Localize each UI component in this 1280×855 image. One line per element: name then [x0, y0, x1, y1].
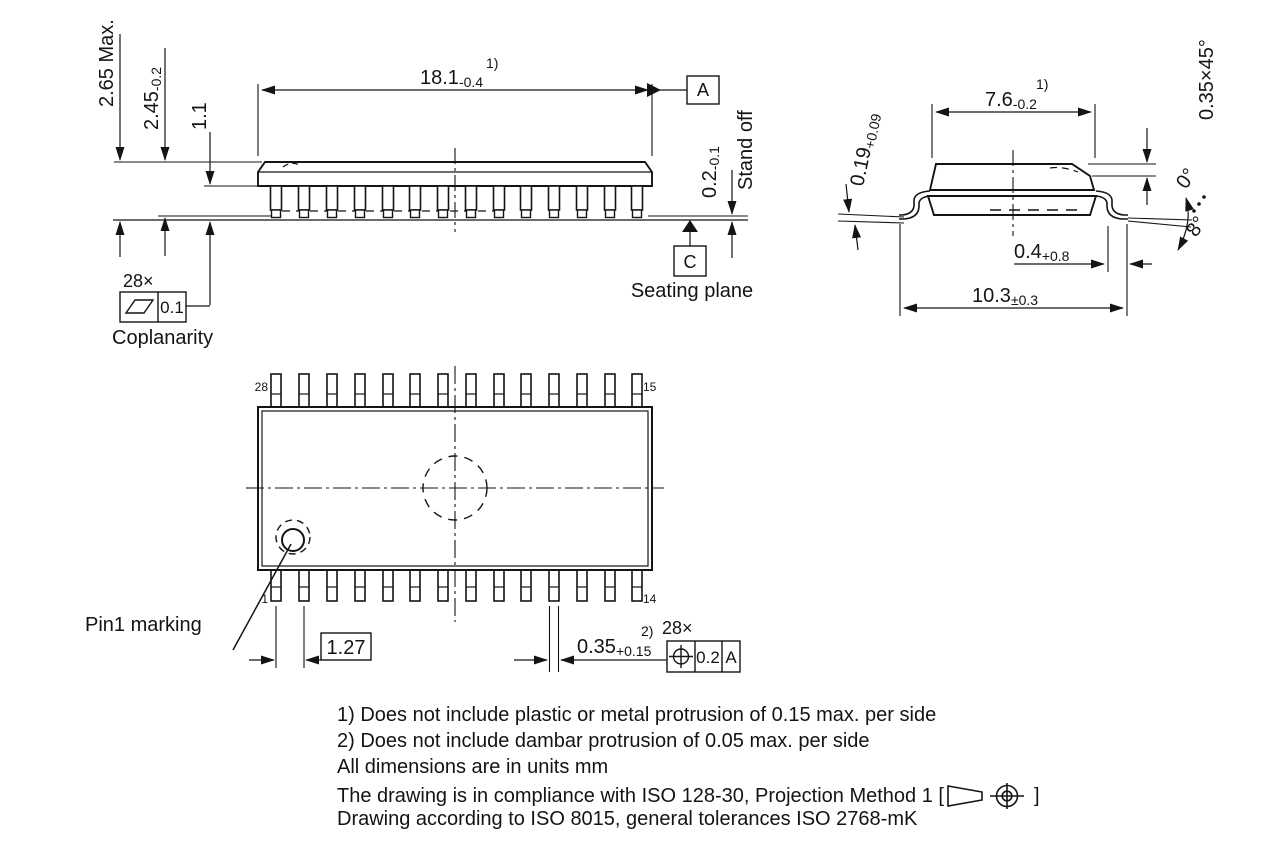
left-lead-top [899, 191, 930, 215]
first-angle-projection-icon [945, 782, 1033, 810]
angle-min-label: 0° [1172, 164, 1202, 193]
note-protrusion-1: 1) Does not include plastic or metal protrusion of 0.15 max. per side [337, 704, 937, 726]
dim-length-label: 18.1-0.4 [420, 67, 484, 90]
top-view-leads-top [271, 374, 642, 407]
dim-lead-width-label: 0.35+0.15 [577, 636, 652, 659]
ellipsis-dot [1192, 209, 1196, 213]
datum-a-label: A [696, 80, 710, 100]
dim-lead-ref-label: 1.1 [189, 102, 211, 130]
datum-c-label: C [683, 252, 697, 272]
top-view-leads-bottom [271, 570, 642, 601]
dim-body-height-label: 2.45-0.2 [141, 66, 164, 130]
right-lead-top [1096, 191, 1128, 215]
coplanarity-tol-label: 0.1 [160, 298, 184, 317]
dim-total-height-label: 2.65 Max. [96, 19, 118, 107]
angle-ref-line-8 [1128, 221, 1191, 227]
dim-body-width-note: 1) [1036, 76, 1049, 92]
pin-number-28: 28 [254, 380, 268, 394]
ext-line [838, 221, 904, 223]
pin1-marking-circle [282, 529, 304, 551]
dim-lead-width-note: 2) [641, 623, 654, 639]
note-tolerances: Drawing according to ISO 8015, general tolerances ISO 2768-mK [337, 808, 918, 830]
dim-body-width-label: 7.6-0.2 [985, 89, 1037, 112]
pin-number-15: 15 [643, 380, 657, 394]
datum-c-triangle [682, 220, 698, 232]
note-projection [337, 782, 1040, 810]
dim-lead-thickness-lower [855, 225, 858, 250]
dim-span-label: 10.3±0.3 [972, 285, 1039, 308]
note-projection-text: The drawing is in compliance with ISO 128-30, Projection Method 1 [ [337, 784, 944, 807]
note-units: All dimensions are in units mm [337, 756, 609, 778]
dim-standoff-label: 0.2-0.1 [699, 146, 722, 198]
ellipsis-dot [1202, 195, 1206, 199]
package-body-end-lower [928, 196, 1096, 215]
dim-length-note: 1) [486, 55, 499, 71]
pin1-marking-label: Pin1 marking [85, 614, 202, 636]
angle-max-label: 8° [1182, 212, 1212, 241]
package-body-end-upper [930, 164, 1094, 190]
dim-lead-thickness-upper [846, 184, 849, 212]
coplanarity-label: Coplanarity [112, 327, 214, 349]
dim-chamfer-label: 0.35×45° [1196, 39, 1218, 120]
position-datum-label: A [725, 648, 737, 667]
side-view-leads [271, 186, 643, 218]
note-protrusion-2: 2) Does not include dambar protrusion of 0.05 max. per side [337, 730, 870, 752]
ellipsis-dot [1197, 202, 1201, 206]
position-tol-label: 0.2 [696, 648, 720, 667]
standoff-text-label: Stand off [735, 110, 757, 190]
ext-line [838, 214, 904, 217]
position-count-label: 28× [662, 618, 693, 638]
coplanarity-count-label: 28× [123, 271, 154, 291]
dim-pitch-label: 1.27 [326, 637, 366, 659]
pin-number-14: 14 [643, 592, 657, 606]
pin-number-1: 1 [261, 592, 268, 606]
dim-foot-label: 0.4+0.8 [1014, 241, 1070, 264]
datum-a-triangle [647, 83, 661, 97]
angle-ref-line-0 [1128, 218, 1192, 220]
dim-lead-thickness-label: 0.19+0.09 [846, 112, 885, 189]
end-view [838, 104, 1206, 316]
seating-plane-label: Seating plane [630, 280, 754, 302]
note-projection-bracket: ] [1033, 784, 1040, 807]
